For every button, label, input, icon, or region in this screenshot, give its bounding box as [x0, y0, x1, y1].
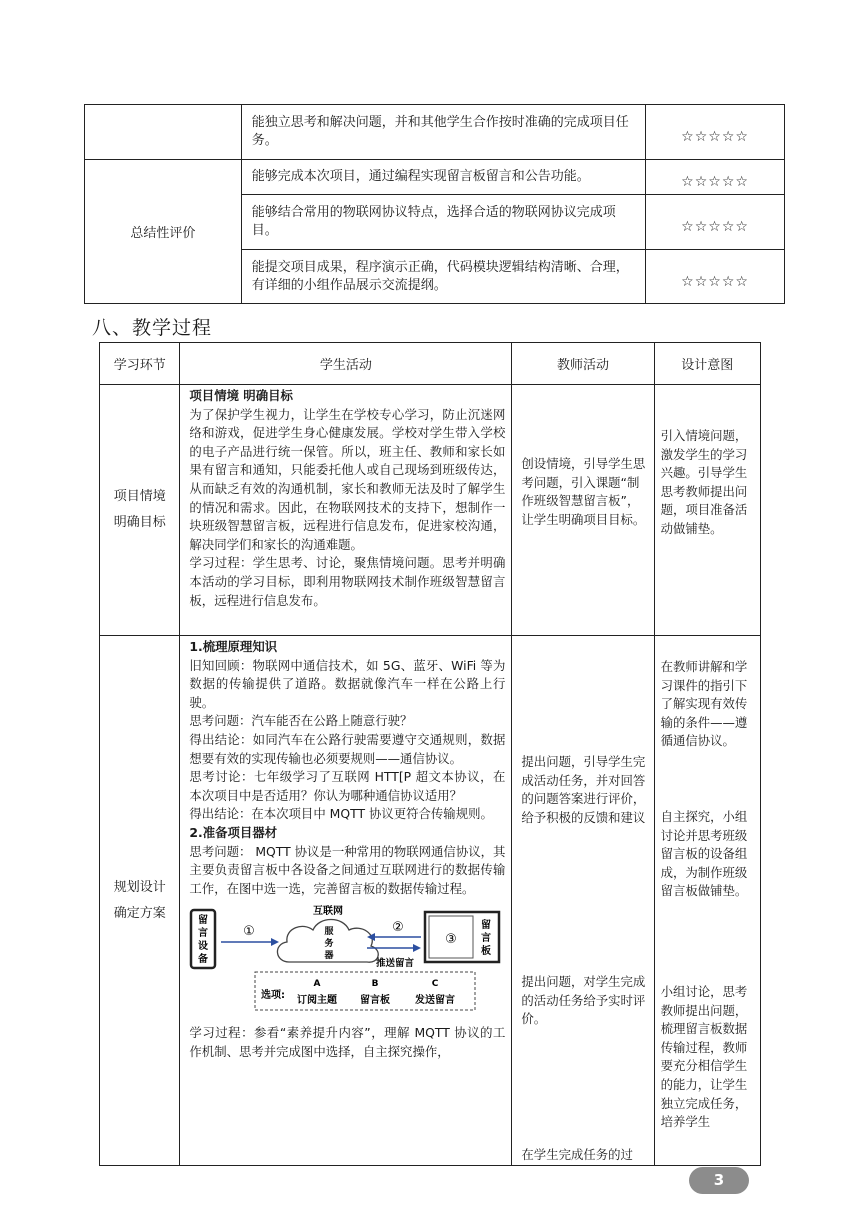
device-char: 备	[198, 954, 209, 966]
activity-paragraph: 旧知回顾：物联网中通信技术，如 5G、蓝牙、WiFi 等为数据的传输提供了道路。数据就像汽车一样在公路上行驶。	[189, 657, 506, 710]
eval-category-empty	[85, 105, 242, 160]
blank-2: ②	[392, 920, 405, 936]
activity-paragraph: 为了保护学生视力，让学生在学校专心学习，防止沉迷网络和游戏，促进学生身心健康发展。学校对学生带入学校的电子产品进行统一保管。所以，班主任、教师和家长如果有留言和通知，只能委托他人或自己现场到班级传达，从而缺乏有效的沟通机制，家长和教师无法及时了解学生的情况和需求。因此，在物联网技术的支持下，想制作一块班级智慧留言板，远程进行信息发布，促进家校沟通，解决同学们和家长的沟通难题。	[189, 406, 506, 552]
teaching-process-table	[99, 342, 761, 1166]
eval-criterion: 能独立思考和解决问题，并和其他学生合作按时准确的完成项目任务。	[241, 105, 645, 160]
column-header: 教师活动	[512, 343, 654, 385]
design-intent	[654, 636, 760, 1166]
evaluation-table	[84, 104, 785, 304]
teacher-activity	[512, 636, 654, 1166]
arrow-head-icon	[271, 938, 279, 946]
student-activity	[180, 636, 512, 1166]
server-char: 服	[324, 927, 334, 938]
activity-subtitle: 2.准备项目器材	[189, 824, 278, 840]
stage-label: 项目情境	[113, 489, 166, 504]
option-letter: C	[432, 979, 439, 990]
option-letter: B	[371, 979, 379, 990]
push-label: 推送留言	[376, 958, 415, 970]
device-char: 设	[198, 941, 209, 953]
star-rating: ☆☆☆☆☆	[646, 105, 785, 160]
stage-label: 明确目标	[113, 515, 166, 530]
server-char: 务	[324, 939, 334, 950]
blank-3: ③	[445, 932, 458, 948]
star-rating: ☆☆☆☆☆	[646, 195, 785, 250]
stage-label: 确定方案	[113, 905, 166, 921]
options-label: 选项:	[261, 990, 286, 1002]
blank-1: ①	[243, 924, 256, 940]
option-text: 发送留言	[415, 995, 456, 1007]
design-text: 自主探究，小组讨论并思考班级留言板的设备组成，为制作班级留言板做铺垫。	[660, 809, 748, 899]
eval-criterion: 能够完成本次项目，通过编程实现留言板留言和公告功能。	[241, 160, 645, 195]
activity-paragraph: 思考问题：汽车能否在公路上随意行驶？	[189, 713, 413, 729]
activity-title: 项目情境 明确目标	[189, 388, 293, 403]
stage-cell	[100, 385, 180, 636]
teacher-activity	[512, 385, 654, 636]
server-char: 器	[324, 951, 334, 962]
column-header: 学生活动	[180, 343, 512, 385]
eval-criterion: 能提交项目成果，程序演示正确，代码模块逻辑结构清晰、合理，有详细的小组作品展示交流提纲。	[241, 250, 645, 304]
section-heading: 八、教学过程	[92, 317, 213, 339]
activity-subtitle: 1.梳理原理知识	[189, 639, 278, 654]
design-intent	[654, 385, 760, 636]
student-activity	[180, 385, 512, 636]
option-text: 留言板	[360, 995, 391, 1007]
design-text: 引入情境问题，激发学生的学习兴趣。引导学生思考教师提出问题，项目准备活动做铺垫。	[660, 428, 748, 536]
option-text: 订阅主题	[297, 995, 338, 1007]
eval-criterion: 能够结合常用的物联网协议特点，选择合适的物联网协议完成项目。	[241, 195, 645, 250]
star-rating: ☆☆☆☆☆	[646, 160, 785, 195]
arrow-head-icon	[413, 944, 421, 952]
device-char: 言	[198, 928, 209, 940]
teacher-text: 在学生完成任务的过	[521, 1147, 633, 1162]
star-rating: ☆☆☆☆☆	[646, 250, 785, 304]
teacher-text: 创设情境，引导学生思考问题，引入课题“制作班级智慧留言板”，让学生明确项目目标。	[521, 456, 646, 527]
column-header: 设计意图	[654, 343, 760, 385]
option-letter: A	[313, 979, 321, 990]
board-char: 留	[481, 920, 492, 932]
activity-paragraph: 得出结论：在本次项目中 MQTT 协议更符合传输规则。	[189, 806, 493, 822]
teacher-text: 提出问题，对学生完成的活动任务给予实时评价。	[521, 974, 646, 1027]
activity-paragraph: 思考问题： MQTT 协议是一种常用的物联网通信协议，其主要负责留言板中各设备之间通过互联网进行的数据传输工作，在图中选一选，完善留言板的数据传输过程。	[189, 843, 506, 896]
stage-label: 规划设计	[113, 879, 166, 895]
teacher-text: 提出问题，引导学生完成活动任务，并对回答的问题答案进行评价，给予积极的反馈和建议	[521, 754, 646, 825]
device-char: 留	[198, 915, 209, 927]
activity-paragraph: 思考讨论：七年级学习了互联网 HTT[P 超文本协议，在本次项目中是否适用？你认为哪种通信协议适用？	[189, 769, 506, 803]
design-text: 小组讨论，思考教师提出问题，梳理留言板数据传输过程，教师要充分相信学生的能力，让学生独立完成任务，培养学生	[660, 984, 748, 1130]
board-char: 板	[481, 946, 492, 958]
design-text: 在教师讲解和学习课件的指引下了解实现有效传输的条件——遵循通信协议。	[660, 659, 748, 749]
activity-paragraph: 学习过程：学生思考、讨论，聚焦情境问题。思考并明确本活动的学习目标，即利用物联网技术制作班级智慧留言板，远程进行信息发布。	[189, 555, 506, 608]
activity-paragraph: 得出结论：如同汽车在公路行驶需要遵守交通规则，数据想要有效的实现传输也必须要规则——通信协议。	[189, 731, 506, 766]
eval-category: 总结性评价	[85, 160, 242, 304]
page-number-badge: 3	[689, 1167, 749, 1194]
mqtt-diagram	[189, 904, 505, 1014]
stage-cell	[100, 636, 180, 1166]
activity-paragraph: 学习过程：参看“素养提升内容”，理解 MQTT 协议的工作机制、思考并完成图中选择，自主探究操作，	[189, 1024, 506, 1059]
board-char: 言	[481, 933, 492, 945]
column-header: 学习环节	[100, 343, 180, 385]
cloud-title: 互联网	[313, 906, 344, 918]
